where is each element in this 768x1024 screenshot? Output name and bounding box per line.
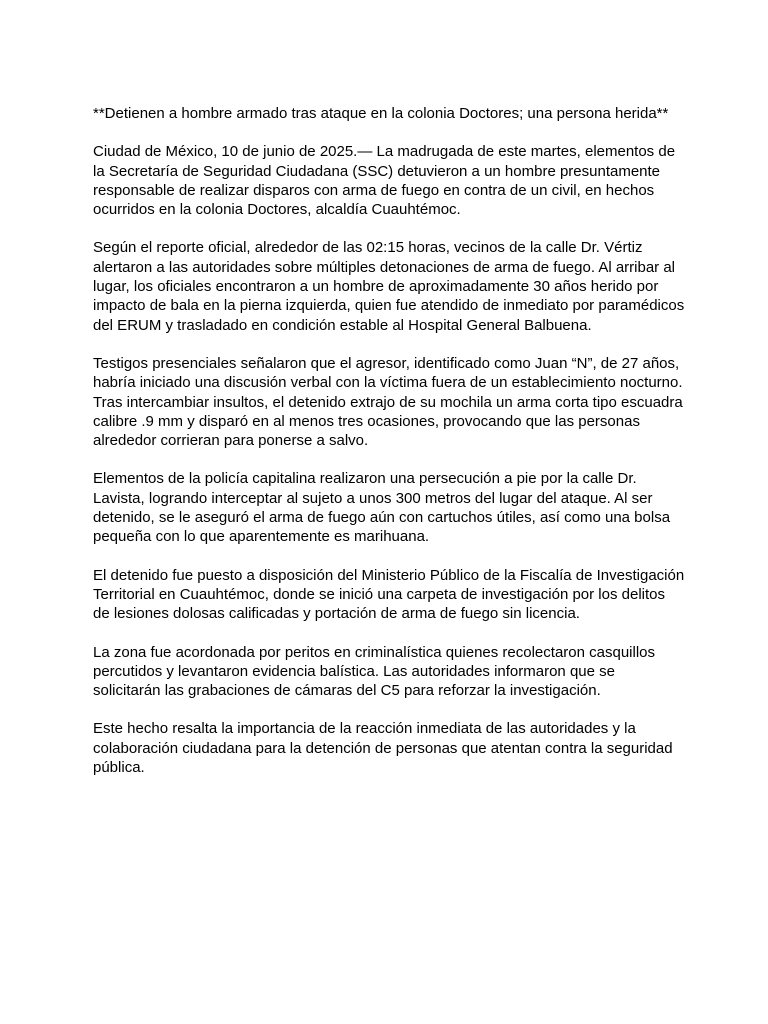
paragraph-prosecution: El detenido fue puesto a disposición del Ministerio Público de la Fiscalía de Investigación Territorial en Cuauhtémoc, donde se inició una carpeta de investigación por los delitos de lesiones dolosas calificadas y portación de arma de fuego sin licencia. bbox=[93, 566, 685, 623]
article-title: **Detienen a hombre armado tras ataque en la colonia Doctores; una persona herida** bbox=[93, 105, 669, 122]
paragraph-pursuit: Elementos de la policía capitalina realizaron una persecución a pie por la calle Dr. Lavista, logrando interceptar al sujeto a unos 300 metros del lugar del ataque. Al ser detenido, se le aseguró el arma de fuego aún con cartuchos útiles, así como una bolsa pequeña con lo que aparentemente es marihuana. bbox=[93, 470, 671, 546]
paragraph-forensics: La zona fue acordonada por peritos en criminalística quienes recolectaron casquillos percutidos y levantaron evidencia balística. Las autoridades informaron que se solicitarán las grabaciones de cámaras del C5 para reforzar la investigación. bbox=[93, 643, 655, 700]
document-page bbox=[93, 104, 685, 796]
paragraph-closing: Este hecho resalta la importancia de la reacción inmediata de las autoridades y la colaboración ciudadana para la detención de personas que atentan contra la seguridad pública. bbox=[93, 720, 673, 777]
paragraph-report: Según el reporte oficial, alrededor de las 02:15 horas, vecinos de la calle Dr. Vértiz alertaron a las autoridades sobre múltiples detonaciones de arma de fuego. Al arribar al lugar, los oficiales encontraron a un hombre de aproximadamente 30 años herido por impacto de bala en la pierna izquierda, quien fue atendido de inmediato por paramédicos del ERUM y trasladado en condición estable al Hospital General Balbuena. bbox=[93, 239, 685, 334]
paragraph-witnesses: Testigos presenciales señalaron que el agresor, identificado como Juan “N”, de 27 años, habría iniciado una discusión verbal con la víctima fuera de un establecimiento nocturno. Tras intercambiar insultos, el detenido extrajo de su mochila un arma corta tipo escuadra calibre .9 mm y disparó en al menos tres ocasiones, provocando que las personas alrededor corrieran para ponerse a salvo. bbox=[93, 354, 683, 450]
paragraph-lead: Ciudad de México, 10 de junio de 2025.— La madrugada de este martes, elementos de la Secretaría de Seguridad Ciudadana (SSC) detuvieron a un hombre presuntamente responsable de realizar disparos con arma de fuego en contra de un civil, en hechos ocurridos en la colonia Doctores, alcaldía Cuauhtémoc. bbox=[93, 143, 676, 219]
